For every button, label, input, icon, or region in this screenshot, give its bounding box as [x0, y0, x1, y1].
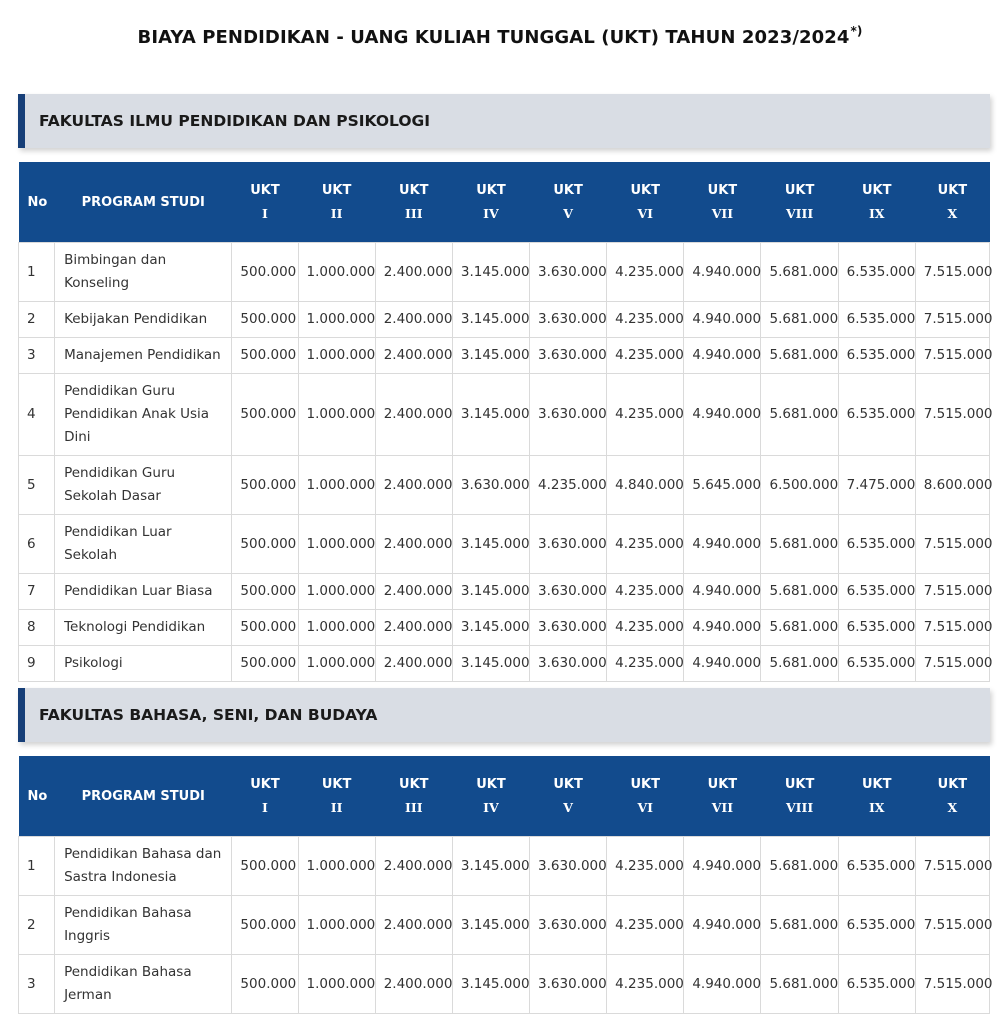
row-fee-ukt-5: 3.630.000	[530, 302, 607, 338]
row-fee-ukt-9: 6.535.000	[838, 896, 915, 955]
header-ukt-6	[607, 756, 684, 837]
header-ukt-label: UKT	[476, 777, 506, 792]
row-program-studi: Pendidikan Luar Sekolah	[55, 515, 232, 574]
header-ukt-label: UKT	[250, 183, 280, 198]
row-fee-ukt-3: 2.400.000	[375, 646, 452, 682]
row-fee-ukt-6: 4.235.000	[607, 515, 684, 574]
row-fee-ukt-7: 4.940.000	[684, 896, 761, 955]
table-row	[19, 456, 990, 515]
header-ukt-1	[232, 756, 298, 837]
row-fee-ukt-9: 6.535.000	[838, 574, 915, 610]
row-program-studi: Pendidikan Bahasa Jerman	[55, 955, 232, 1014]
header-ukt-level: I	[262, 800, 268, 815]
row-fee-ukt-10: 8.600.000	[915, 456, 989, 515]
row-fee-ukt-8: 5.681.000	[761, 955, 838, 1014]
faculty-section	[18, 94, 993, 682]
header-ukt-label: UKT	[707, 777, 738, 792]
row-program-studi: Psikologi	[55, 646, 232, 682]
row-no: 2	[19, 896, 55, 955]
header-program-studi: PROGRAM STUDI	[55, 756, 232, 837]
header-ukt-5	[530, 756, 607, 837]
row-fee-ukt-5: 3.630.000	[530, 374, 607, 456]
table-header-row	[19, 162, 990, 243]
row-fee-ukt-10: 7.515.000	[915, 646, 989, 682]
row-fee-ukt-3: 2.400.000	[375, 302, 452, 338]
row-fee-ukt-6: 4.235.000	[607, 610, 684, 646]
row-program-studi: Kebijakan Pendidikan	[55, 302, 232, 338]
row-fee-ukt-9: 6.535.000	[838, 374, 915, 456]
row-fee-ukt-9: 7.475.000	[838, 456, 915, 515]
row-fee-ukt-4: 3.145.000	[452, 515, 529, 574]
row-fee-ukt-10: 7.515.000	[915, 515, 989, 574]
header-ukt-2	[298, 756, 375, 837]
row-fee-ukt-5: 3.630.000	[530, 837, 607, 896]
header-ukt-7	[684, 162, 761, 243]
header-ukt-10	[915, 756, 989, 837]
header-ukt-level: II	[330, 206, 343, 221]
header-ukt-5	[530, 162, 607, 243]
row-fee-ukt-9: 6.535.000	[838, 837, 915, 896]
page-title-text: BIAYA PENDIDIKAN - UANG KULIAH TUNGGAL (UKT) TAHUN 2023/2024	[137, 27, 850, 48]
row-fee-ukt-4: 3.145.000	[452, 243, 529, 302]
header-ukt-7	[684, 756, 761, 837]
header-ukt-10	[915, 162, 989, 243]
header-ukt-9	[838, 756, 915, 837]
row-fee-ukt-6: 4.235.000	[607, 338, 684, 374]
header-ukt-3	[375, 756, 452, 837]
header-ukt-label: UKT	[861, 183, 892, 198]
row-program-studi: Pendidikan Guru Sekolah Dasar	[55, 456, 232, 515]
row-fee-ukt-4: 3.145.000	[452, 574, 529, 610]
row-fee-ukt-3: 2.400.000	[375, 610, 452, 646]
row-fee-ukt-10: 7.515.000	[915, 243, 989, 302]
header-ukt-label: UKT	[630, 183, 660, 198]
table-row	[19, 646, 990, 682]
row-fee-ukt-9: 6.535.000	[838, 610, 915, 646]
header-ukt-level: III	[405, 800, 423, 815]
header-ukt-level: VIII	[785, 800, 814, 815]
row-fee-ukt-8: 5.681.000	[761, 837, 838, 896]
row-fee-ukt-1: 500.000	[232, 610, 298, 646]
page-title	[0, 24, 1000, 48]
row-fee-ukt-5: 3.630.000	[530, 243, 607, 302]
row-no: 8	[19, 610, 55, 646]
header-program-studi: PROGRAM STUDI	[55, 162, 232, 243]
row-fee-ukt-5: 3.630.000	[530, 955, 607, 1014]
row-fee-ukt-3: 2.400.000	[375, 515, 452, 574]
row-fee-ukt-3: 2.400.000	[375, 456, 452, 515]
header-ukt-label: UKT	[784, 183, 815, 198]
row-fee-ukt-6: 4.235.000	[607, 896, 684, 955]
row-fee-ukt-10: 7.515.000	[915, 374, 989, 456]
row-fee-ukt-9: 6.535.000	[838, 243, 915, 302]
row-fee-ukt-10: 7.515.000	[915, 896, 989, 955]
row-fee-ukt-10: 7.515.000	[915, 837, 989, 896]
row-no: 5	[19, 456, 55, 515]
table-row	[19, 243, 990, 302]
row-fee-ukt-1: 500.000	[232, 896, 298, 955]
header-ukt-level: IX	[868, 800, 885, 815]
header-ukt-level: VII	[711, 206, 734, 221]
row-fee-ukt-4: 3.145.000	[452, 374, 529, 456]
header-ukt-label: UKT	[321, 777, 352, 792]
row-program-studi: Pendidikan Bahasa Inggris	[55, 896, 232, 955]
row-no: 4	[19, 374, 55, 456]
row-fee-ukt-5: 4.235.000	[530, 456, 607, 515]
row-fee-ukt-8: 5.681.000	[761, 243, 838, 302]
row-fee-ukt-3: 2.400.000	[375, 837, 452, 896]
table-row	[19, 338, 990, 374]
row-fee-ukt-2: 1.000.000	[298, 243, 375, 302]
header-ukt-2	[298, 162, 375, 243]
row-fee-ukt-4: 3.145.000	[452, 302, 529, 338]
table-row	[19, 302, 990, 338]
row-fee-ukt-2: 1.000.000	[298, 374, 375, 456]
header-ukt-level: IX	[868, 206, 885, 221]
header-ukt-level: V	[563, 206, 573, 221]
header-ukt-level: V	[563, 800, 573, 815]
row-fee-ukt-6: 4.235.000	[607, 374, 684, 456]
row-fee-ukt-2: 1.000.000	[298, 646, 375, 682]
row-fee-ukt-7: 4.940.000	[684, 574, 761, 610]
page-title-footnote-mark: *)	[850, 24, 863, 38]
header-ukt-label: UKT	[553, 183, 583, 198]
header-ukt-6	[607, 162, 684, 243]
header-ukt-level: III	[405, 206, 423, 221]
row-fee-ukt-1: 500.000	[232, 374, 298, 456]
header-ukt-level: IV	[483, 206, 499, 221]
row-fee-ukt-4: 3.145.000	[452, 896, 529, 955]
header-ukt-9	[838, 162, 915, 243]
table-row	[19, 896, 990, 955]
row-program-studi: Bimbingan dan Konseling	[55, 243, 232, 302]
row-fee-ukt-8: 5.681.000	[761, 646, 838, 682]
row-fee-ukt-2: 1.000.000	[298, 574, 375, 610]
header-ukt-level: I	[262, 206, 268, 221]
header-ukt-label: UKT	[321, 183, 352, 198]
row-fee-ukt-1: 500.000	[232, 646, 298, 682]
header-ukt-3	[375, 162, 452, 243]
row-fee-ukt-8: 5.681.000	[761, 515, 838, 574]
row-fee-ukt-7: 4.940.000	[684, 243, 761, 302]
row-program-studi: Pendidikan Guru Pendidikan Anak Usia Dini	[55, 374, 232, 456]
row-fee-ukt-8: 6.500.000	[761, 456, 838, 515]
row-fee-ukt-3: 2.400.000	[375, 574, 452, 610]
header-ukt-1	[232, 162, 298, 243]
row-fee-ukt-3: 2.400.000	[375, 374, 452, 456]
row-no: 9	[19, 646, 55, 682]
table-row	[19, 515, 990, 574]
row-fee-ukt-6: 4.235.000	[607, 955, 684, 1014]
row-fee-ukt-5: 3.630.000	[530, 515, 607, 574]
row-fee-ukt-10: 7.515.000	[915, 574, 989, 610]
row-fee-ukt-2: 1.000.000	[298, 456, 375, 515]
ukt-table	[18, 162, 993, 682]
header-ukt-label: UKT	[399, 777, 429, 792]
row-fee-ukt-9: 6.535.000	[838, 955, 915, 1014]
header-ukt-label: UKT	[937, 183, 968, 198]
row-fee-ukt-10: 7.515.000	[915, 610, 989, 646]
faculty-heading: FAKULTAS ILMU PENDIDIKAN DAN PSIKOLOGI	[18, 94, 990, 148]
row-fee-ukt-7: 4.940.000	[684, 338, 761, 374]
row-fee-ukt-10: 7.515.000	[915, 955, 989, 1014]
row-fee-ukt-5: 3.630.000	[530, 338, 607, 374]
header-ukt-8	[761, 756, 838, 837]
row-fee-ukt-5: 3.630.000	[530, 896, 607, 955]
row-fee-ukt-4: 3.145.000	[452, 955, 529, 1014]
row-fee-ukt-6: 4.840.000	[607, 456, 684, 515]
row-fee-ukt-1: 500.000	[232, 456, 298, 515]
header-ukt-4	[452, 162, 529, 243]
row-fee-ukt-2: 1.000.000	[298, 610, 375, 646]
row-fee-ukt-1: 500.000	[232, 574, 298, 610]
row-fee-ukt-3: 2.400.000	[375, 243, 452, 302]
row-fee-ukt-3: 2.400.000	[375, 896, 452, 955]
row-fee-ukt-5: 3.630.000	[530, 646, 607, 682]
row-fee-ukt-1: 500.000	[232, 515, 298, 574]
row-fee-ukt-2: 1.000.000	[298, 896, 375, 955]
row-fee-ukt-8: 5.681.000	[761, 896, 838, 955]
row-no: 1	[19, 243, 55, 302]
row-fee-ukt-2: 1.000.000	[298, 515, 375, 574]
header-ukt-label: UKT	[784, 777, 815, 792]
row-fee-ukt-8: 5.681.000	[761, 338, 838, 374]
header-ukt-level: X	[947, 206, 958, 221]
row-fee-ukt-8: 5.681.000	[761, 302, 838, 338]
row-fee-ukt-9: 6.535.000	[838, 646, 915, 682]
header-no: No	[19, 162, 55, 243]
faculty-heading: FAKULTAS BAHASA, SENI, DAN BUDAYA	[18, 688, 990, 742]
row-program-studi: Manajemen Pendidikan	[55, 338, 232, 374]
row-fee-ukt-3: 2.400.000	[375, 955, 452, 1014]
row-fee-ukt-1: 500.000	[232, 955, 298, 1014]
row-fee-ukt-4: 3.630.000	[452, 456, 529, 515]
row-fee-ukt-1: 500.000	[232, 837, 298, 896]
row-fee-ukt-6: 4.235.000	[607, 837, 684, 896]
row-fee-ukt-7: 4.940.000	[684, 646, 761, 682]
header-ukt-level: IV	[483, 800, 499, 815]
row-fee-ukt-1: 500.000	[232, 302, 298, 338]
row-program-studi: Pendidikan Luar Biasa	[55, 574, 232, 610]
header-ukt-level: VIII	[785, 206, 814, 221]
header-ukt-8	[761, 162, 838, 243]
row-fee-ukt-2: 1.000.000	[298, 955, 375, 1014]
header-ukt-label: UKT	[707, 183, 738, 198]
header-ukt-label: UKT	[937, 777, 968, 792]
row-fee-ukt-1: 500.000	[232, 243, 298, 302]
row-fee-ukt-6: 4.235.000	[607, 243, 684, 302]
header-ukt-label: UKT	[250, 777, 280, 792]
row-fee-ukt-9: 6.535.000	[838, 338, 915, 374]
row-no: 3	[19, 955, 55, 1014]
header-ukt-label: UKT	[553, 777, 583, 792]
row-fee-ukt-4: 3.145.000	[452, 837, 529, 896]
row-program-studi: Teknologi Pendidikan	[55, 610, 232, 646]
row-no: 6	[19, 515, 55, 574]
row-fee-ukt-6: 4.235.000	[607, 302, 684, 338]
header-ukt-level: X	[947, 800, 958, 815]
row-fee-ukt-4: 3.145.000	[452, 610, 529, 646]
header-no: No	[19, 756, 55, 837]
row-fee-ukt-9: 6.535.000	[838, 302, 915, 338]
row-fee-ukt-5: 3.630.000	[530, 574, 607, 610]
row-fee-ukt-8: 5.681.000	[761, 574, 838, 610]
row-no: 2	[19, 302, 55, 338]
table-row	[19, 610, 990, 646]
header-ukt-label: UKT	[630, 777, 660, 792]
row-fee-ukt-9: 6.535.000	[838, 515, 915, 574]
header-ukt-level: VI	[637, 206, 654, 221]
row-fee-ukt-6: 4.235.000	[607, 646, 684, 682]
row-fee-ukt-8: 5.681.000	[761, 374, 838, 456]
table-header-row	[19, 756, 990, 837]
row-fee-ukt-7: 4.940.000	[684, 515, 761, 574]
row-fee-ukt-6: 4.235.000	[607, 574, 684, 610]
row-fee-ukt-7: 4.940.000	[684, 955, 761, 1014]
row-fee-ukt-1: 500.000	[232, 338, 298, 374]
row-fee-ukt-10: 7.515.000	[915, 302, 989, 338]
header-ukt-4	[452, 756, 529, 837]
row-no: 3	[19, 338, 55, 374]
row-fee-ukt-2: 1.000.000	[298, 837, 375, 896]
row-fee-ukt-5: 3.630.000	[530, 610, 607, 646]
header-ukt-level: II	[330, 800, 343, 815]
ukt-table	[18, 756, 993, 1014]
row-fee-ukt-8: 5.681.000	[761, 610, 838, 646]
row-fee-ukt-2: 1.000.000	[298, 302, 375, 338]
header-ukt-level: VI	[637, 800, 654, 815]
row-fee-ukt-7: 5.645.000	[684, 456, 761, 515]
header-ukt-label: UKT	[476, 183, 506, 198]
row-fee-ukt-7: 4.940.000	[684, 610, 761, 646]
row-fee-ukt-7: 4.940.000	[684, 837, 761, 896]
table-row	[19, 374, 990, 456]
row-fee-ukt-3: 2.400.000	[375, 338, 452, 374]
header-ukt-level: VII	[711, 800, 734, 815]
table-row	[19, 837, 990, 896]
row-fee-ukt-4: 3.145.000	[452, 338, 529, 374]
row-fee-ukt-7: 4.940.000	[684, 302, 761, 338]
header-ukt-label: UKT	[861, 777, 892, 792]
row-fee-ukt-7: 4.940.000	[684, 374, 761, 456]
row-fee-ukt-10: 7.515.000	[915, 338, 989, 374]
row-fee-ukt-4: 3.145.000	[452, 646, 529, 682]
row-fee-ukt-2: 1.000.000	[298, 338, 375, 374]
row-no: 7	[19, 574, 55, 610]
row-program-studi: Pendidikan Bahasa dan Sastra Indonesia	[55, 837, 232, 896]
row-no: 1	[19, 837, 55, 896]
table-row	[19, 955, 990, 1014]
faculty-section	[18, 688, 993, 1014]
table-row	[19, 574, 990, 610]
header-ukt-label: UKT	[399, 183, 429, 198]
